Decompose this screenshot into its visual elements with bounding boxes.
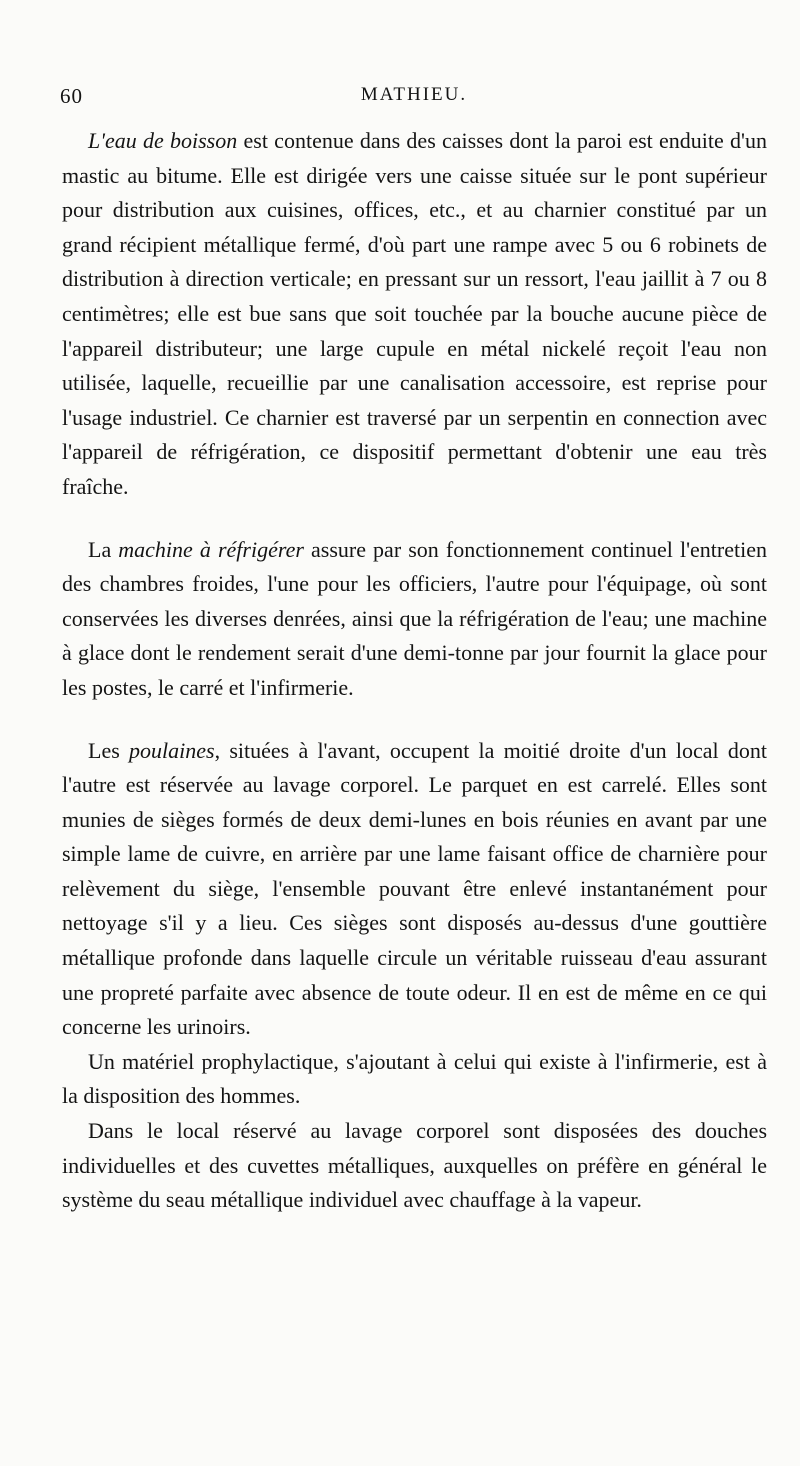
page-body (62, 124, 767, 1218)
paragraph-materiel-prophylactique: Un matériel prophylactique, s'ajoutant à celui qui existe à l'infirmerie, est à la disposition des hommes. (62, 1048, 767, 1109)
page-header (60, 84, 768, 114)
paragraph-lavage-corporel: Dans le local réservé au lavage corporel sont disposées des douches individuelles et des cuvettes métalliques, auxquelles on préfère en général le système du seau métallique individuel avec chauffage à la vapeur. (62, 1118, 767, 1213)
running-head: MATHIEU. (360, 84, 468, 105)
italic-term: poulaines (129, 737, 215, 763)
italic-term: machine à réfrigérer (118, 536, 304, 562)
paragraph-eau-de-boisson: L'eau de boisson est contenue dans des caisses dont la paroi est enduite d'un mastic au bitume. Elle est dirigée vers une caisse située sur le pont supérieur pour distribution aux cuisines, offices, etc., et au charnier constitué par un grand récipient métallique fermé, d'où part une rampe avec 5 ou 6 robinets de distribution à direction verticale; en pressant sur un ressort, l'eau jaillit à 7 ou 8 centimètres; elle est bue sans que soit touchée par la bouche aucune pièce de l'appareil distributeur; une large cupule en métal nickelé reçoit l'eau non utilisée, laquelle, recueillie par une canalisation accessoire, est reprise pour l'usage industriel. Ce charnier est traversé par un serpentin en connection avec l'appareil de réfrigération, ce dispositif permettant d'obtenir une eau très fraîche. (62, 128, 768, 499)
paragraph-poulaines: Les poulaines, situées à l'avant, occupent la moitié droite d'un local dont l'autre est réservée au lavage corporel. Le parquet en est carrelé. Elles sont munies de sièges formés de deux demi-lunes en bois réunies en avant par une simple lame de cuivre, en arrière par une lame faisant office de charnière pour relèvement du siège, l'ensemble pouvant être enlevé instantanément pour nettoyage s'il y a lieu. Ces sièges sont disposés au-dessus d'une gouttière métallique profonde dans laquelle circule un véritable ruisseau d'eau assurant une propreté parfaite avec absence de toute odeur. Il en est de même en ce qui concerne les urinoirs. (62, 737, 767, 1040)
page-number: 60 (60, 84, 83, 108)
paragraph-machine-a-refrigerer: La machine à réfrigérer assure par son fonctionnement continuel l'entretien des chambres froides, l'une pour les officiers, l'autre pour l'équipage, où sont conservées les diverses denrées, ainsi que la réfrigération de l'eau; une machine à glace dont le rendement serait d'une demi-tonne par jour fournit la glace pour les postes, le carré et l'infirmerie. (62, 536, 767, 700)
italic-term: L'eau de boisson (88, 128, 238, 153)
